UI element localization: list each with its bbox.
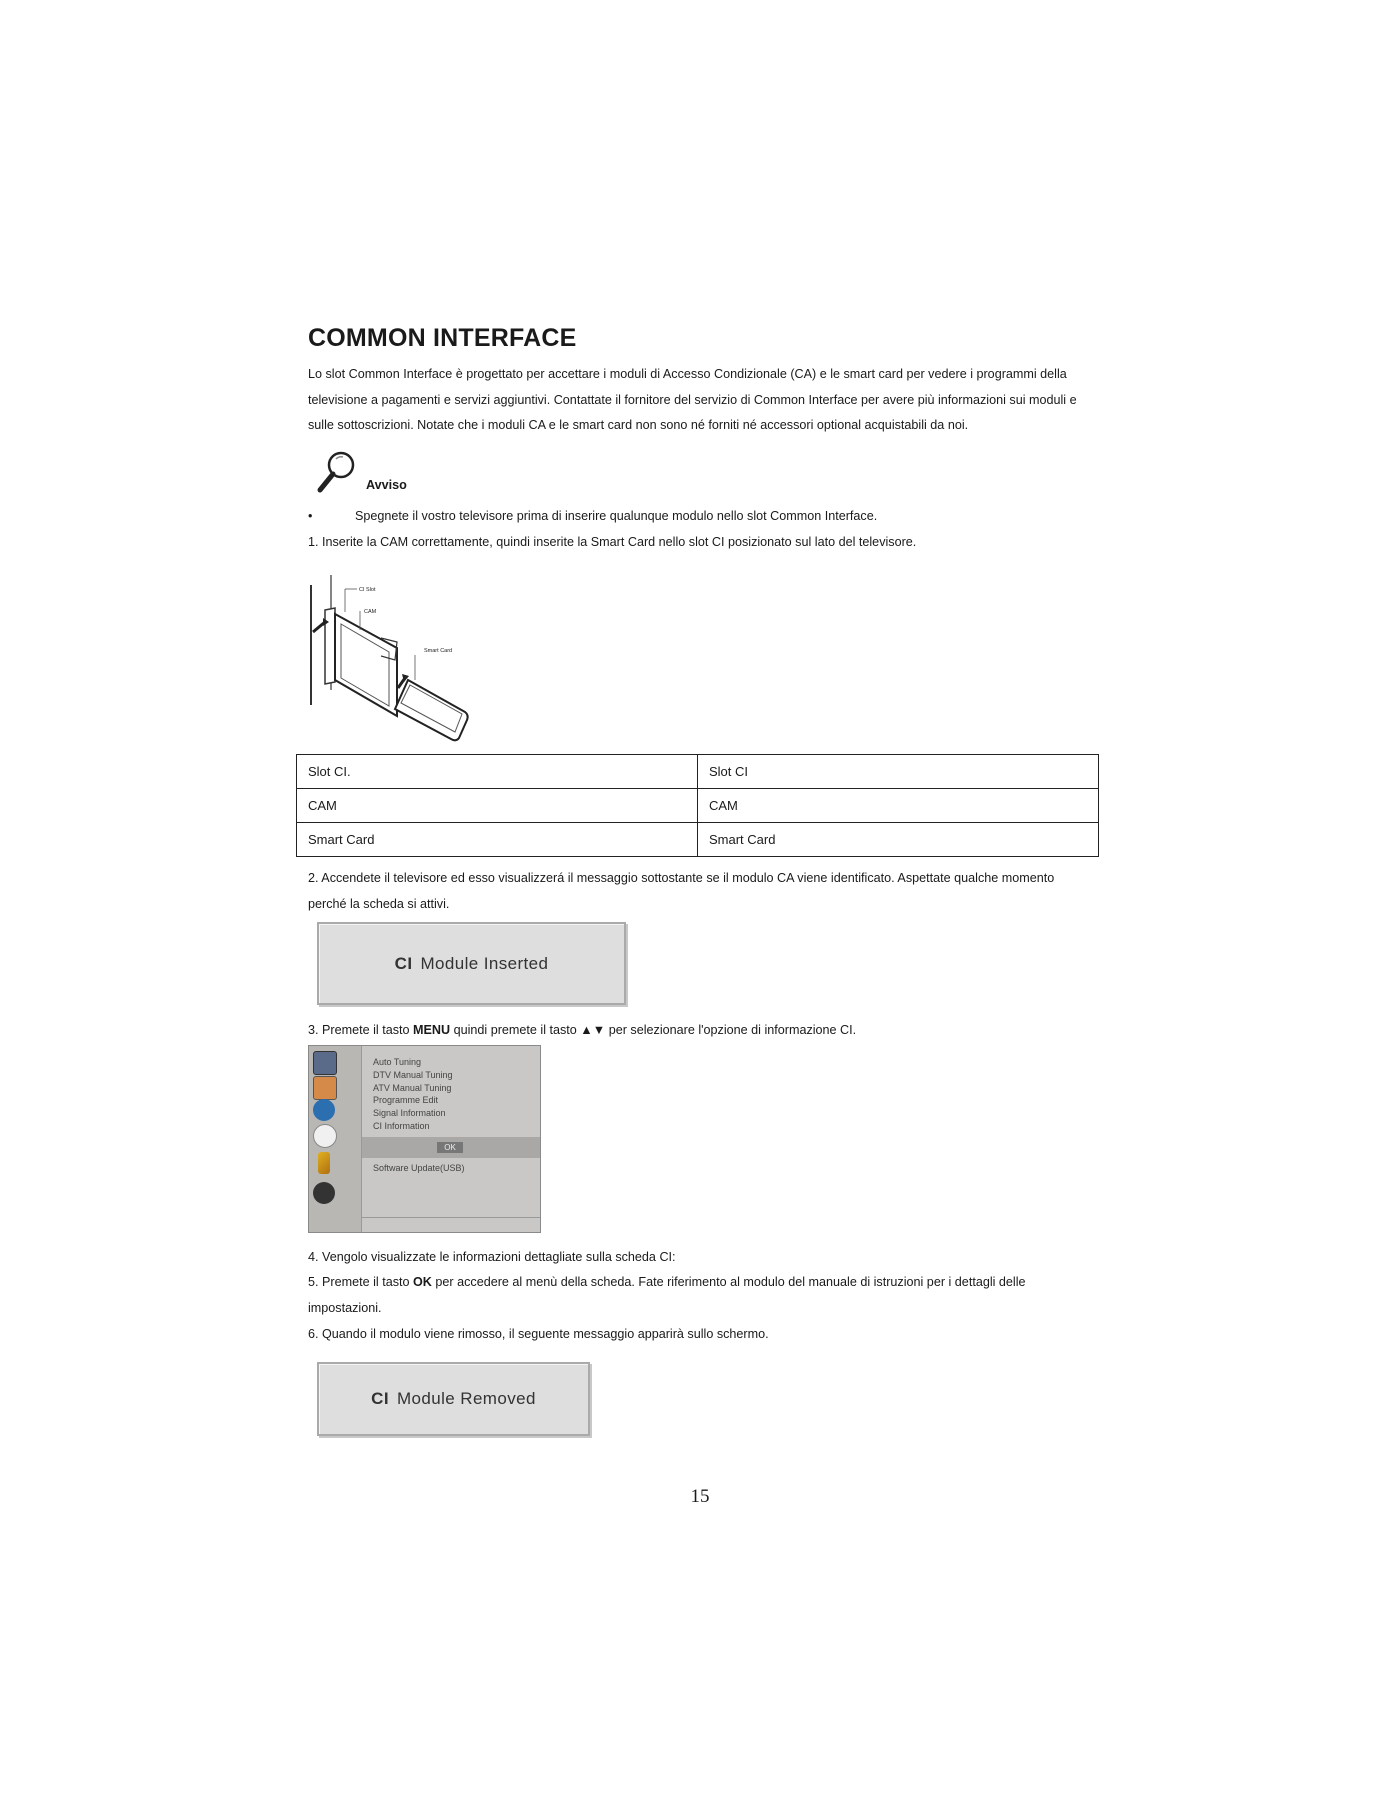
menu-item[interactable]: Programme Edit [373,1095,439,1106]
intro-line: televisione a pagamenti e servizi aggiuntivi. Contattate il fornitore del servizio di Common Interface per avere più informazioni sui moduli e [308,392,1077,407]
menu-footer [362,1217,540,1233]
bullet: • [308,509,313,523]
step-3-text: quindi premete il tasto ▲▼ per selezionare l'opzione di informazione CI. [450,1023,857,1037]
step-5-text: 5. Premete il tasto [308,1275,413,1289]
table-row [297,789,1099,823]
step-5-line: impostazioni. [308,1300,382,1315]
message-text: Module Inserted [420,953,549,973]
menu-item[interactable]: Signal Information [373,1108,446,1119]
step-2-line: perché la scheda si attivi. [308,896,450,911]
picture-icon [313,1051,337,1075]
menu-items [373,1056,453,1133]
channel-icon [313,1099,335,1121]
step-3 [308,1023,856,1037]
ok-key: OK [413,1275,432,1289]
table-cell: Slot CI [698,755,1099,789]
menu-sidebar [309,1046,362,1232]
note-text: Spegnete il vostro televisore prima di inserire qualunque modulo nello slot Common Interface. [355,509,878,523]
step-5 [308,1270,1098,1321]
table-row [297,823,1099,857]
ok-button[interactable]: OK [437,1142,463,1153]
table-cell: Slot CI. [297,755,698,789]
diagram-label-smart-card: Smart Card [424,648,453,654]
ci-label: CI [394,953,413,973]
magnifier-icon [315,449,359,495]
step-6: 6. Quando il modulo viene rimosso, il seguente messaggio apparirà sullo schermo. [308,1327,769,1341]
table-cell: CAM [698,789,1099,823]
menu-item[interactable]: ATV Manual Tuning [373,1082,452,1093]
step-3-text: 3. Premete il tasto [308,1023,413,1037]
step-2-line: 2. Accendete il televisore ed esso visualizzerá il messaggio sottostante se il modulo CA viene identificato. Aspettate qualche momento [308,871,1055,885]
intro-paragraph [308,362,1098,439]
sound-icon [313,1076,337,1100]
table-row [297,755,1099,789]
diagram-label-ci-slot: CI Slot [359,587,376,593]
note-label: Avviso [366,478,407,492]
diagram-label-cam: CAM [364,609,377,615]
intro-line: sulle sottoscrizioni. Notate che i moduli CA e le smart card non sono né forniti né accessori optional acquistabili da noi. [308,418,969,432]
cam-insertion-diagram [305,570,475,750]
menu-item[interactable]: DTV Manual Tuning [373,1069,453,1080]
step-1: 1. Inserite la CAM correttamente, quindi inserite la Smart Card nello slot CI posizionato sul lato del televisore. [308,535,917,549]
ci-module-inserted-message [317,922,626,1005]
menu-item[interactable]: Auto Tuning [373,1057,422,1067]
table-cell: Smart Card [297,823,698,857]
lock-icon [313,1182,335,1204]
message-text: Module Removed [396,1389,536,1408]
tv-setup-menu [308,1045,541,1233]
menu-item[interactable]: CI Information [373,1120,430,1131]
time-icon [313,1124,337,1148]
menu-item[interactable]: Software Update(USB) [373,1163,465,1173]
intro-line: Lo slot Common Interface è progettato per accettare i moduli di Accesso Condizionale (CA) e le smart card per vedere i programmi della [308,367,1067,381]
step-4: 4. Vengolo visualizzate le informazioni dettagliate sulla scheda CI: [308,1250,676,1264]
page-title: COMMON INTERFACE [308,324,577,352]
step-5-text: per accedere al menù della scheda. Fate riferimento al modulo del manuale di istruzioni per i dettagli delle [431,1275,1026,1289]
option-icon [318,1152,330,1174]
page-number: 15 [690,1486,710,1507]
ci-module-removed-message [317,1362,590,1436]
step-2 [308,866,1098,917]
menu-key: MENU [413,1023,451,1037]
step-5-line [308,1270,1098,1296]
ci-label: CI [371,1389,389,1408]
table-cell: CAM [297,789,698,823]
table-cell: Smart Card [698,823,1099,857]
ci-parts-table [296,754,1099,857]
